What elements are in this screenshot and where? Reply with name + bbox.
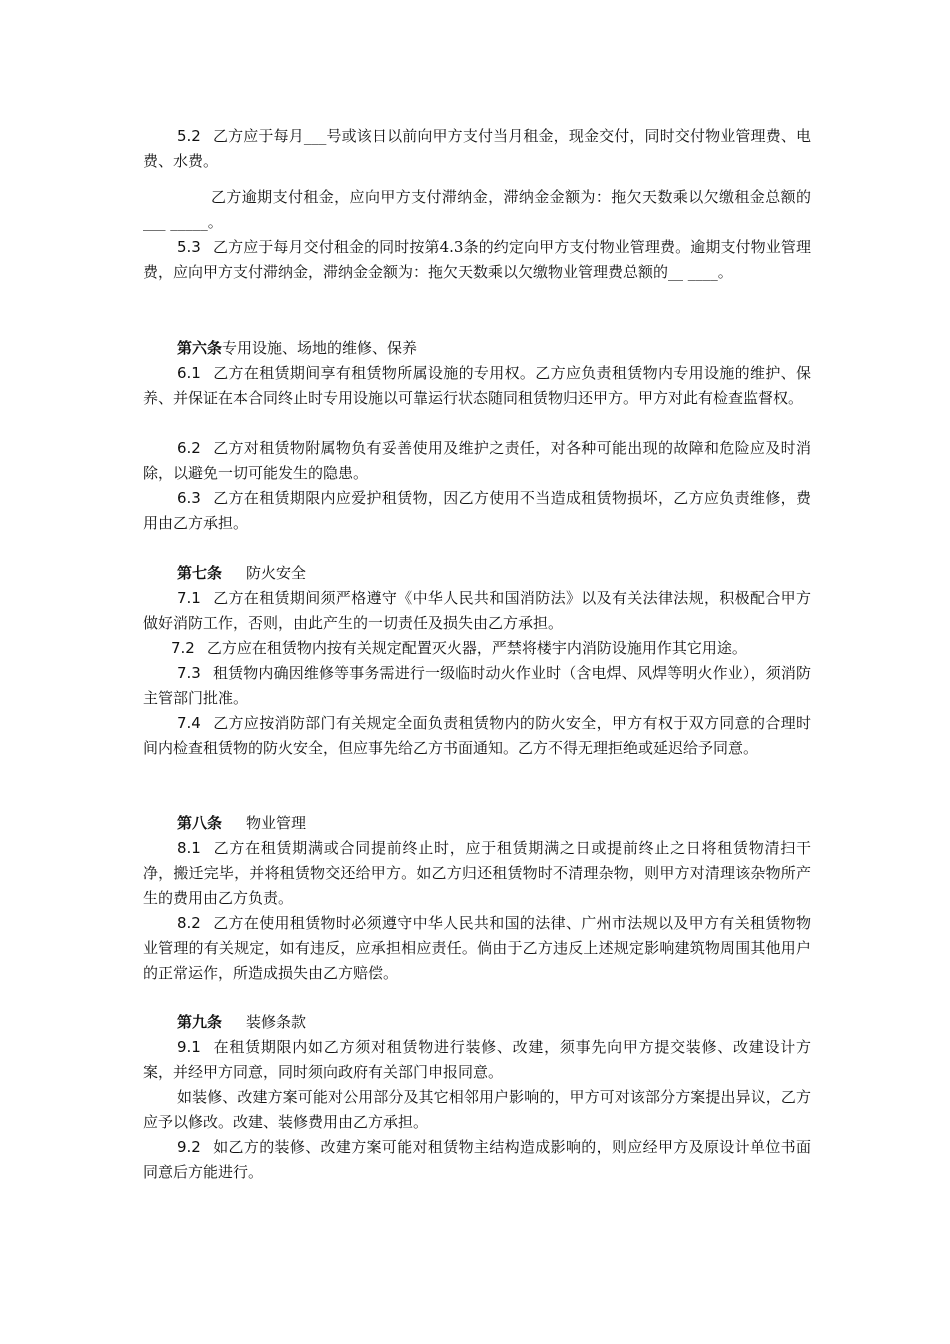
clause-7-2	[143, 636, 811, 661]
clause-text: 乙方在租赁期间享有租赁物所属设施的专用权。乙方应负责租赁物内专用设施的维护、保养、并保证在本合同终止时专用设施以可靠运行状态随同租赁物归还甲方。甲方对此有检查监督权。	[143, 364, 811, 407]
clause-text: 乙方应于每月交付租金的同时按第4.3条的约定向甲方支付物业管理费。逾期支付物业管理费，应向甲方支付滞纳金，滞纳金金额为：拖欠天数乘以欠缴物业管理费总额的__ ____。	[143, 238, 811, 281]
clause-6-1	[143, 361, 811, 411]
clause-8-2	[143, 911, 811, 986]
clause-number: 7.1	[177, 589, 201, 607]
clause-number: 5.2	[177, 127, 201, 145]
clause-text: 乙方在租赁期限内应爱护租赁物，因乙方使用不当造成租赁物损坏，乙方应负责维修，费用由乙方承担。	[143, 489, 811, 532]
clause-text: 如装修、改建方案可能对公用部分及其它相邻用户影响的，甲方可对该部分方案提出异议，乙方应予以修改。改建、装修费用由乙方承担。	[143, 1088, 811, 1131]
clause-number: 6.3	[177, 489, 201, 507]
clause-7-4	[143, 711, 811, 761]
clause-number: 7.3	[177, 664, 201, 682]
clause-text: 乙方在租赁期满或合同提前终止时，应于租赁期满之日或提前终止之日将租赁物清扫干净，搬迁完毕，并将租赁物交还给甲方。如乙方归还租赁物时不清理杂物，则甲方对清理该杂物所产生的费用由乙方负责。	[143, 839, 811, 907]
article-label: 第八条	[177, 814, 223, 832]
clause-number: 5.3	[177, 238, 201, 256]
clause-7-1	[143, 586, 811, 636]
clause-number: 8.2	[177, 914, 201, 932]
clause-text: 乙方应于每月___号或该日以前向甲方支付当月租金，现金交付，同时交付物业管理费、电费、水费。	[143, 127, 811, 170]
article-8-heading	[143, 811, 811, 836]
clause-number: 6.1	[177, 364, 201, 382]
article-9-heading	[143, 1010, 811, 1035]
article-6-heading	[143, 336, 811, 361]
clause-number: 9.2	[177, 1138, 201, 1156]
article-title: 防火安全	[246, 564, 307, 582]
article-label: 第六条	[177, 339, 223, 357]
article-7-heading	[143, 561, 811, 586]
clause-text: 租赁物内确因维修等事务需进行一级临时动火作业时（含电焊、风焊等明火作业），须消防主管部门批准。	[143, 664, 811, 707]
clause-text: 乙方在租赁期间须严格遵守《中华人民共和国消防法》以及有关法律法规，积极配合甲方做好消防工作，否则，由此产生的一切责任及损失由乙方承担。	[143, 589, 811, 632]
clause-9-1	[143, 1035, 811, 1085]
clause-text: 在租赁期限内如乙方须对租赁物进行装修、改建，须事先向甲方提交装修、改建设计方案，并经甲方同意，同时须向政府有关部门申报同意。	[143, 1038, 811, 1081]
clause-7-3	[143, 661, 811, 711]
clause-number: 9.1	[177, 1038, 201, 1056]
article-title: 物业管理	[246, 814, 307, 832]
clause-9-1-objection	[143, 1085, 811, 1135]
article-title: 装修条款	[246, 1013, 307, 1031]
clause-5-2-late-fee	[143, 185, 811, 235]
clause-number: 8.1	[177, 839, 201, 857]
clause-6-2	[143, 436, 811, 486]
article-label: 第七条	[177, 564, 223, 582]
article-title: 专用设施、场地的维修、保养	[222, 339, 418, 357]
clause-text: 乙方对租赁物附属物负有妥善使用及维护之责任，对各种可能出现的故障和危险应及时消除，以避免一切可能发生的隐患。	[143, 439, 811, 482]
clause-6-3	[143, 486, 811, 536]
clause-text: 乙方应在租赁物内按有关规定配置灭火器，严禁将楼宇内消防设施用作其它用途。	[206, 639, 747, 657]
article-label: 第九条	[177, 1013, 223, 1031]
clause-number: 7.2	[171, 639, 195, 657]
clause-5-3	[143, 235, 811, 285]
clause-number: 7.4	[177, 714, 201, 732]
clause-text: 乙方应按消防部门有关规定全面负责租赁物内的防火安全，甲方有权于双方同意的合理时间内检查租赁物的防火安全，但应事先给乙方书面通知。乙方不得无理拒绝或延迟给予同意。	[143, 714, 811, 757]
clause-5-2	[143, 124, 811, 174]
clause-8-1	[143, 836, 811, 911]
clause-number: 6.2	[177, 439, 201, 457]
clause-text: 乙方在使用租赁物时必须遵守中华人民共和国的法律、广州市法规以及甲方有关租赁物物业管理的有关规定，如有违反，应承担相应责任。倘由于乙方违反上述规定影响建筑物周围其他用户的正常运作，所造成损失由乙方赔偿。	[143, 914, 811, 982]
clause-text: 如乙方的装修、改建方案可能对租赁物主结构造成影响的，则应经甲方及原设计单位书面同意后方能进行。	[143, 1138, 811, 1181]
clause-9-2	[143, 1135, 811, 1185]
clause-text: 乙方逾期支付租金，应向甲方支付滞纳金，滞纳金金额为：拖欠天数乘以欠缴租金总额的___ _____。	[143, 188, 811, 231]
